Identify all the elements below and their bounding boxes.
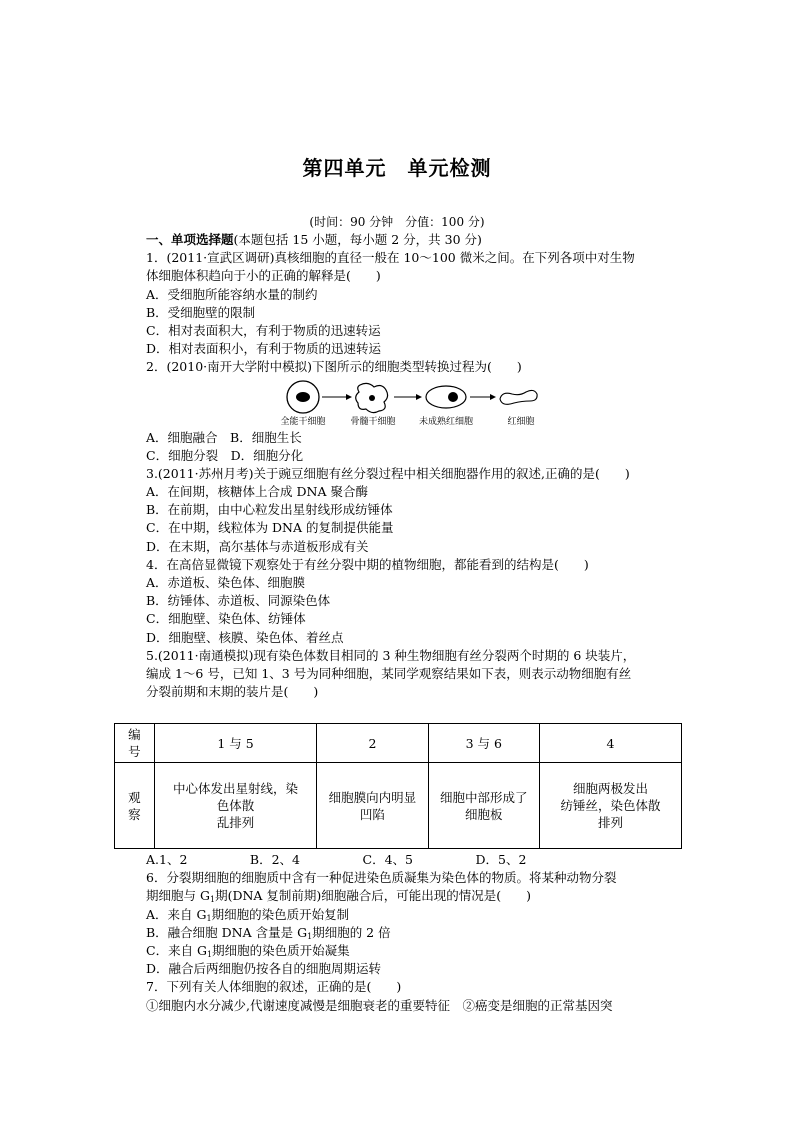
subscript: 1	[307, 931, 313, 941]
cell-line: 细胞板	[465, 806, 503, 822]
immature-red-cell-shape	[426, 386, 466, 408]
subscript: 1	[207, 949, 213, 959]
table-cell-col3: 3 与 6	[428, 724, 539, 763]
cell-line: 细胞中部形成了	[440, 789, 528, 805]
q3-option-a: A．在间期，核糖体上合成 DNA 聚合酶	[146, 484, 368, 500]
q3-option-d: D．在末期，高尔基体与赤道板形成有关	[146, 538, 369, 554]
text-part: A．来自 G	[146, 906, 207, 922]
q1-stem-1: 1．(2011·宣武区调研)真核细胞的直径一般在 10～100 微米之间。在下列各项中对生物	[146, 250, 635, 266]
subscript: 1	[206, 913, 212, 923]
table-cell-obs3	[428, 763, 539, 849]
cell-line: 细胞两极发出	[572, 781, 648, 796]
text-part: 期细胞的 2 倍	[312, 924, 391, 940]
text-part: 期细胞与 G	[146, 888, 210, 904]
text-part: 期细胞的染色质开始凝集	[212, 942, 350, 958]
q6-stem-1: 6．分裂期细胞的细胞质中含有一种促进染色质凝集为染色体的物质。将某种动物分裂	[146, 870, 617, 886]
q5-stem-1: 5.(2011·南通模拟)现有染色体数目相同的 3 种生物细胞有丝分裂两个时期的 6 块装片，	[146, 647, 636, 663]
q5-stem-2: 编成 1～6 号，已知 1、3 号为同种细胞，某同学观察结果如下表，则表示动物细胞有丝	[146, 665, 632, 681]
table-row	[115, 724, 682, 763]
cell-line: 凹陷	[359, 806, 385, 822]
header-char: 察	[128, 806, 141, 822]
header-char: 号	[128, 744, 141, 759]
q6-option-b	[146, 924, 686, 942]
arrow-2-icon	[394, 394, 422, 400]
cell-conversion-diagram	[146, 379, 686, 429]
q6-option-a	[146, 906, 686, 924]
label-immature-red-cell: 未成熟红细胞	[418, 416, 474, 427]
q4-stem: 4．在高倍显微镜下观察处于有丝分裂中期的植物细胞，都能看到的结构是( )	[146, 556, 589, 572]
questions-body	[146, 231, 686, 701]
q1-option-b: B．受细胞壁的限制	[146, 304, 256, 320]
cell-line: 中心体发出星射线，染	[173, 781, 299, 796]
label-totipotent-stem-cell: 全能干细胞	[280, 416, 326, 427]
cell-line: 乱排列	[216, 815, 255, 830]
bone-marrow-stem-cell-shape	[356, 383, 388, 412]
label-red-blood-cell: 红细胞	[507, 416, 535, 427]
q7-statement-line: ①细胞内水分减少,代谢速度减慢是细胞衰老的重要特征 ②癌变是细胞的正常基因突	[146, 997, 613, 1013]
label-bone-marrow-stem-cell: 骨髓干细胞	[350, 416, 396, 427]
arrow-3-icon	[470, 394, 496, 400]
table-cell-header-observe	[115, 763, 155, 849]
q2-options-ab: A．细胞融合 B．细胞生长	[146, 429, 302, 445]
q3-option-c: C．在中期，线粒体为 DNA 的复制提供能量	[146, 520, 394, 536]
text-part: B．融合细胞 DNA 含量是 G	[146, 924, 308, 940]
cell-line: 纺锤丝，染色体散	[560, 798, 661, 813]
cell-line: 排列	[597, 815, 623, 830]
exam-meta: (时间：90 分钟 分值：100 分)	[309, 215, 485, 229]
observation-table	[114, 723, 682, 849]
q2-options-cd: C．细胞分裂 D．细胞分化	[146, 447, 304, 463]
q6-stem-2	[146, 887, 686, 905]
table-cell-col4: 4	[539, 724, 681, 763]
questions-body-continued	[146, 851, 686, 1015]
q2-stem: 2．(2010·南开大学附中模拟)下图所示的细胞类型转换过程为( )	[146, 359, 522, 375]
q6-option-c	[146, 942, 686, 960]
q4-option-d: D．细胞壁、核膜、染色体、着丝点	[146, 629, 344, 645]
q4-option-b: B．纺锤体、赤道板、同源染色体	[146, 593, 331, 609]
table-cell-obs2	[317, 763, 428, 849]
section-heading	[146, 231, 686, 249]
table-cell-col2: 2	[317, 724, 428, 763]
table-cell-obs4	[539, 763, 681, 849]
q1-option-a: A．受细胞所能容纳水量的制约	[146, 286, 318, 302]
header-char: 观	[128, 789, 141, 805]
table-cell-obs1	[154, 763, 316, 849]
text-part: C．来自 G	[146, 942, 208, 958]
q1-option-d: D．相对表面积小，有利于物质的迅速转运	[146, 341, 382, 357]
red-blood-cell-shape	[500, 390, 537, 404]
page-title: 第四单元 单元检测	[302, 156, 492, 180]
q7-stem: 7．下列有关人体细胞的叙述，正确的是( )	[146, 979, 402, 995]
q3-option-b: B．在前期，由中心粒发出星射线形成纺锤体	[146, 502, 393, 518]
subscript: 1	[209, 895, 216, 905]
cell-diagram-svg	[276, 379, 576, 429]
q4-option-a: A．赤道板、染色体、细胞膜	[146, 575, 306, 590]
table-row	[115, 763, 682, 849]
table-cell-col1: 1 与 5	[154, 724, 316, 763]
totipotent-stem-cell-shape	[287, 381, 319, 413]
cell-line: 细胞膜向内明显	[328, 789, 417, 805]
header-char: 编	[128, 727, 141, 742]
q1-option-c: C．相对表面积大，有利于物质的迅速转运	[146, 322, 381, 338]
text-part: 期(DNA 复制前期)细胞融合后，可能出现的情况是( )	[215, 888, 532, 904]
q3-stem: 3.(2011·苏州月考)关于豌豆细胞有丝分裂过程中相关细胞器作用的叙述,正确的是( )	[146, 465, 630, 481]
cell-line: 色体散	[216, 798, 255, 813]
table-cell-header-number	[115, 724, 155, 763]
section-title: 一、单项选择题	[146, 232, 234, 247]
q6-option-d: D．融合后两细胞仍按各自的细胞周期运转	[146, 961, 382, 977]
section-note: (本题包括 15 小题，每小题 2 分，共 30 分)	[233, 232, 482, 247]
q1-stem-2: 体细胞体积趋向于小的正确的解释是( )	[146, 268, 381, 284]
text-part: 期细胞的染色质开始复制	[211, 906, 350, 922]
q5-stem-3: 分裂前期和末期的装片是( )	[146, 684, 319, 700]
q4-option-c: C．细胞壁、染色体、纺锤体	[146, 611, 306, 627]
arrow-1-icon	[322, 394, 352, 400]
q5-options: A.1、2 B．2、4 C．4、5 D．5、2	[146, 852, 527, 867]
